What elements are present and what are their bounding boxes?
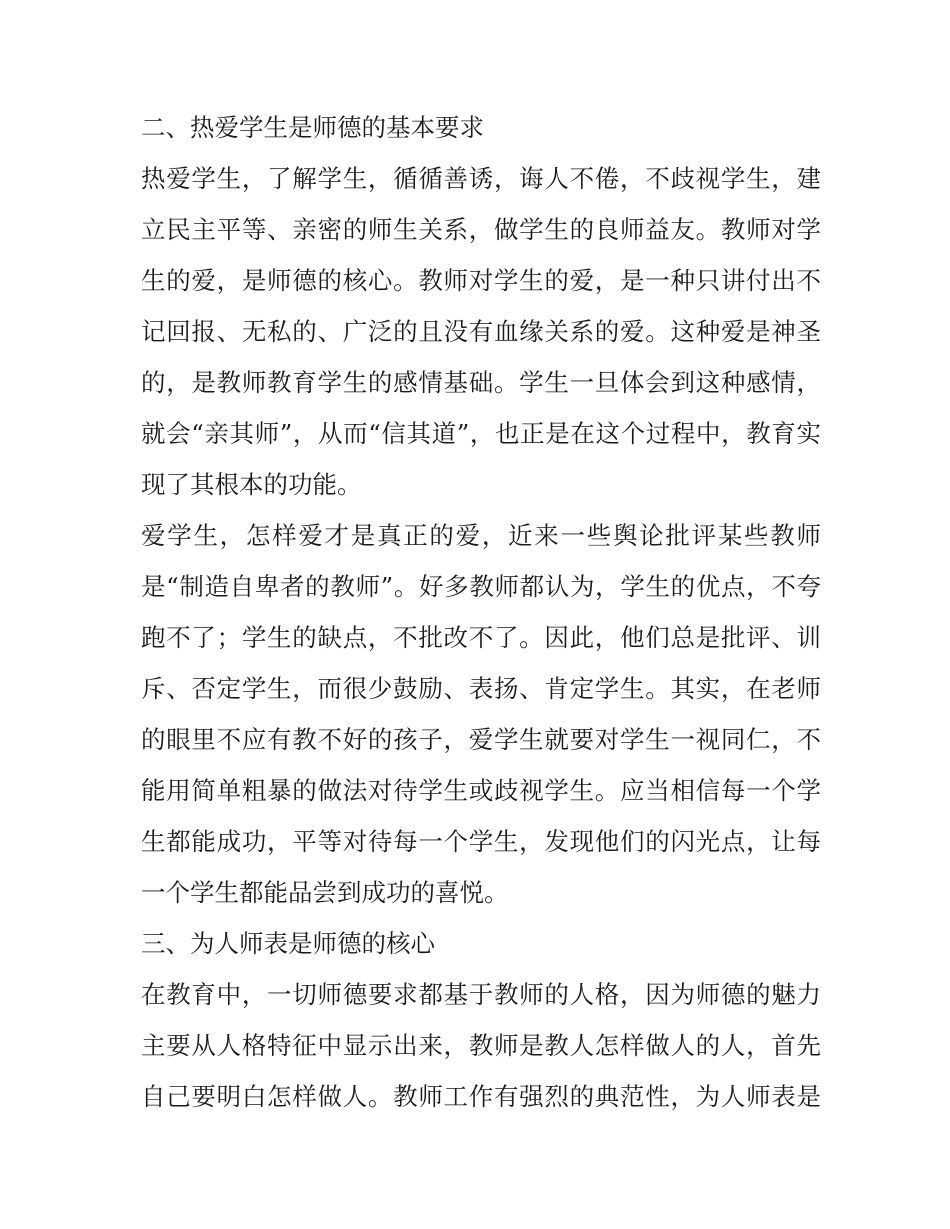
text-line: 主要从人格特征中显示出来，教师是教人怎样做人的人，首先 xyxy=(141,1031,821,1060)
text-line: 现了其根本的功能。 xyxy=(141,470,362,499)
document-body xyxy=(141,102,821,1122)
text-line: 的，是教师教育学生的感情基础。学生一旦体会到这种感情， xyxy=(141,368,821,397)
text-line: 是“制造自卑者的教师”。好多教师都认为，学生的优点，不夸 xyxy=(141,572,821,601)
section-heading: 三、为人师表是师德的核心 xyxy=(141,929,435,958)
text-line: 就会“亲其师”，从而“信其道”，也正是在这个过程中，教育实 xyxy=(141,419,821,448)
text-line: 爱学生，怎样爱才是真正的爱，近来一些舆论批评某些教师 xyxy=(141,521,821,550)
section-heading: 二、热爱学生是师德的基本要求 xyxy=(141,113,484,142)
text-line: 热爱学生，了解学生，循循善诱，诲人不倦，不歧视学生，建 xyxy=(141,164,821,193)
text-line: 跑不了；学生的缺点，不批改不了。因此，他们总是批评、训 xyxy=(141,623,821,652)
text-line: 能用简单粗暴的做法对待学生或歧视学生。应当相信每一个学 xyxy=(141,776,821,805)
text-line: 的眼里不应有教不好的孩子，爱学生就要对学生一视同仁，不 xyxy=(141,725,821,754)
text-line: 记回报、无私的、广泛的且没有血缘关系的爱。这种爱是神圣 xyxy=(141,317,821,346)
text-line: 立民主平等、亲密的师生关系，做学生的良师益友。教师对学 xyxy=(141,215,821,244)
text-line: 在教育中，一切师德要求都基于教师的人格，因为师德的魅力 xyxy=(141,980,821,1009)
text-line: 生都能成功，平等对待每一个学生，发现他们的闪光点，让每 xyxy=(141,827,821,856)
text-line: 一个学生都能品尝到成功的喜悦。 xyxy=(141,878,509,907)
text-line: 自己要明白怎样做人。教师工作有强烈的典范性，为人师表是 xyxy=(141,1082,821,1111)
text-line: 斥、否定学生，而很少鼓励、表扬、肯定学生。其实，在老师 xyxy=(141,674,821,703)
text-line: 生的爱，是师德的核心。教师对学生的爱，是一种只讲付出不 xyxy=(141,266,821,295)
